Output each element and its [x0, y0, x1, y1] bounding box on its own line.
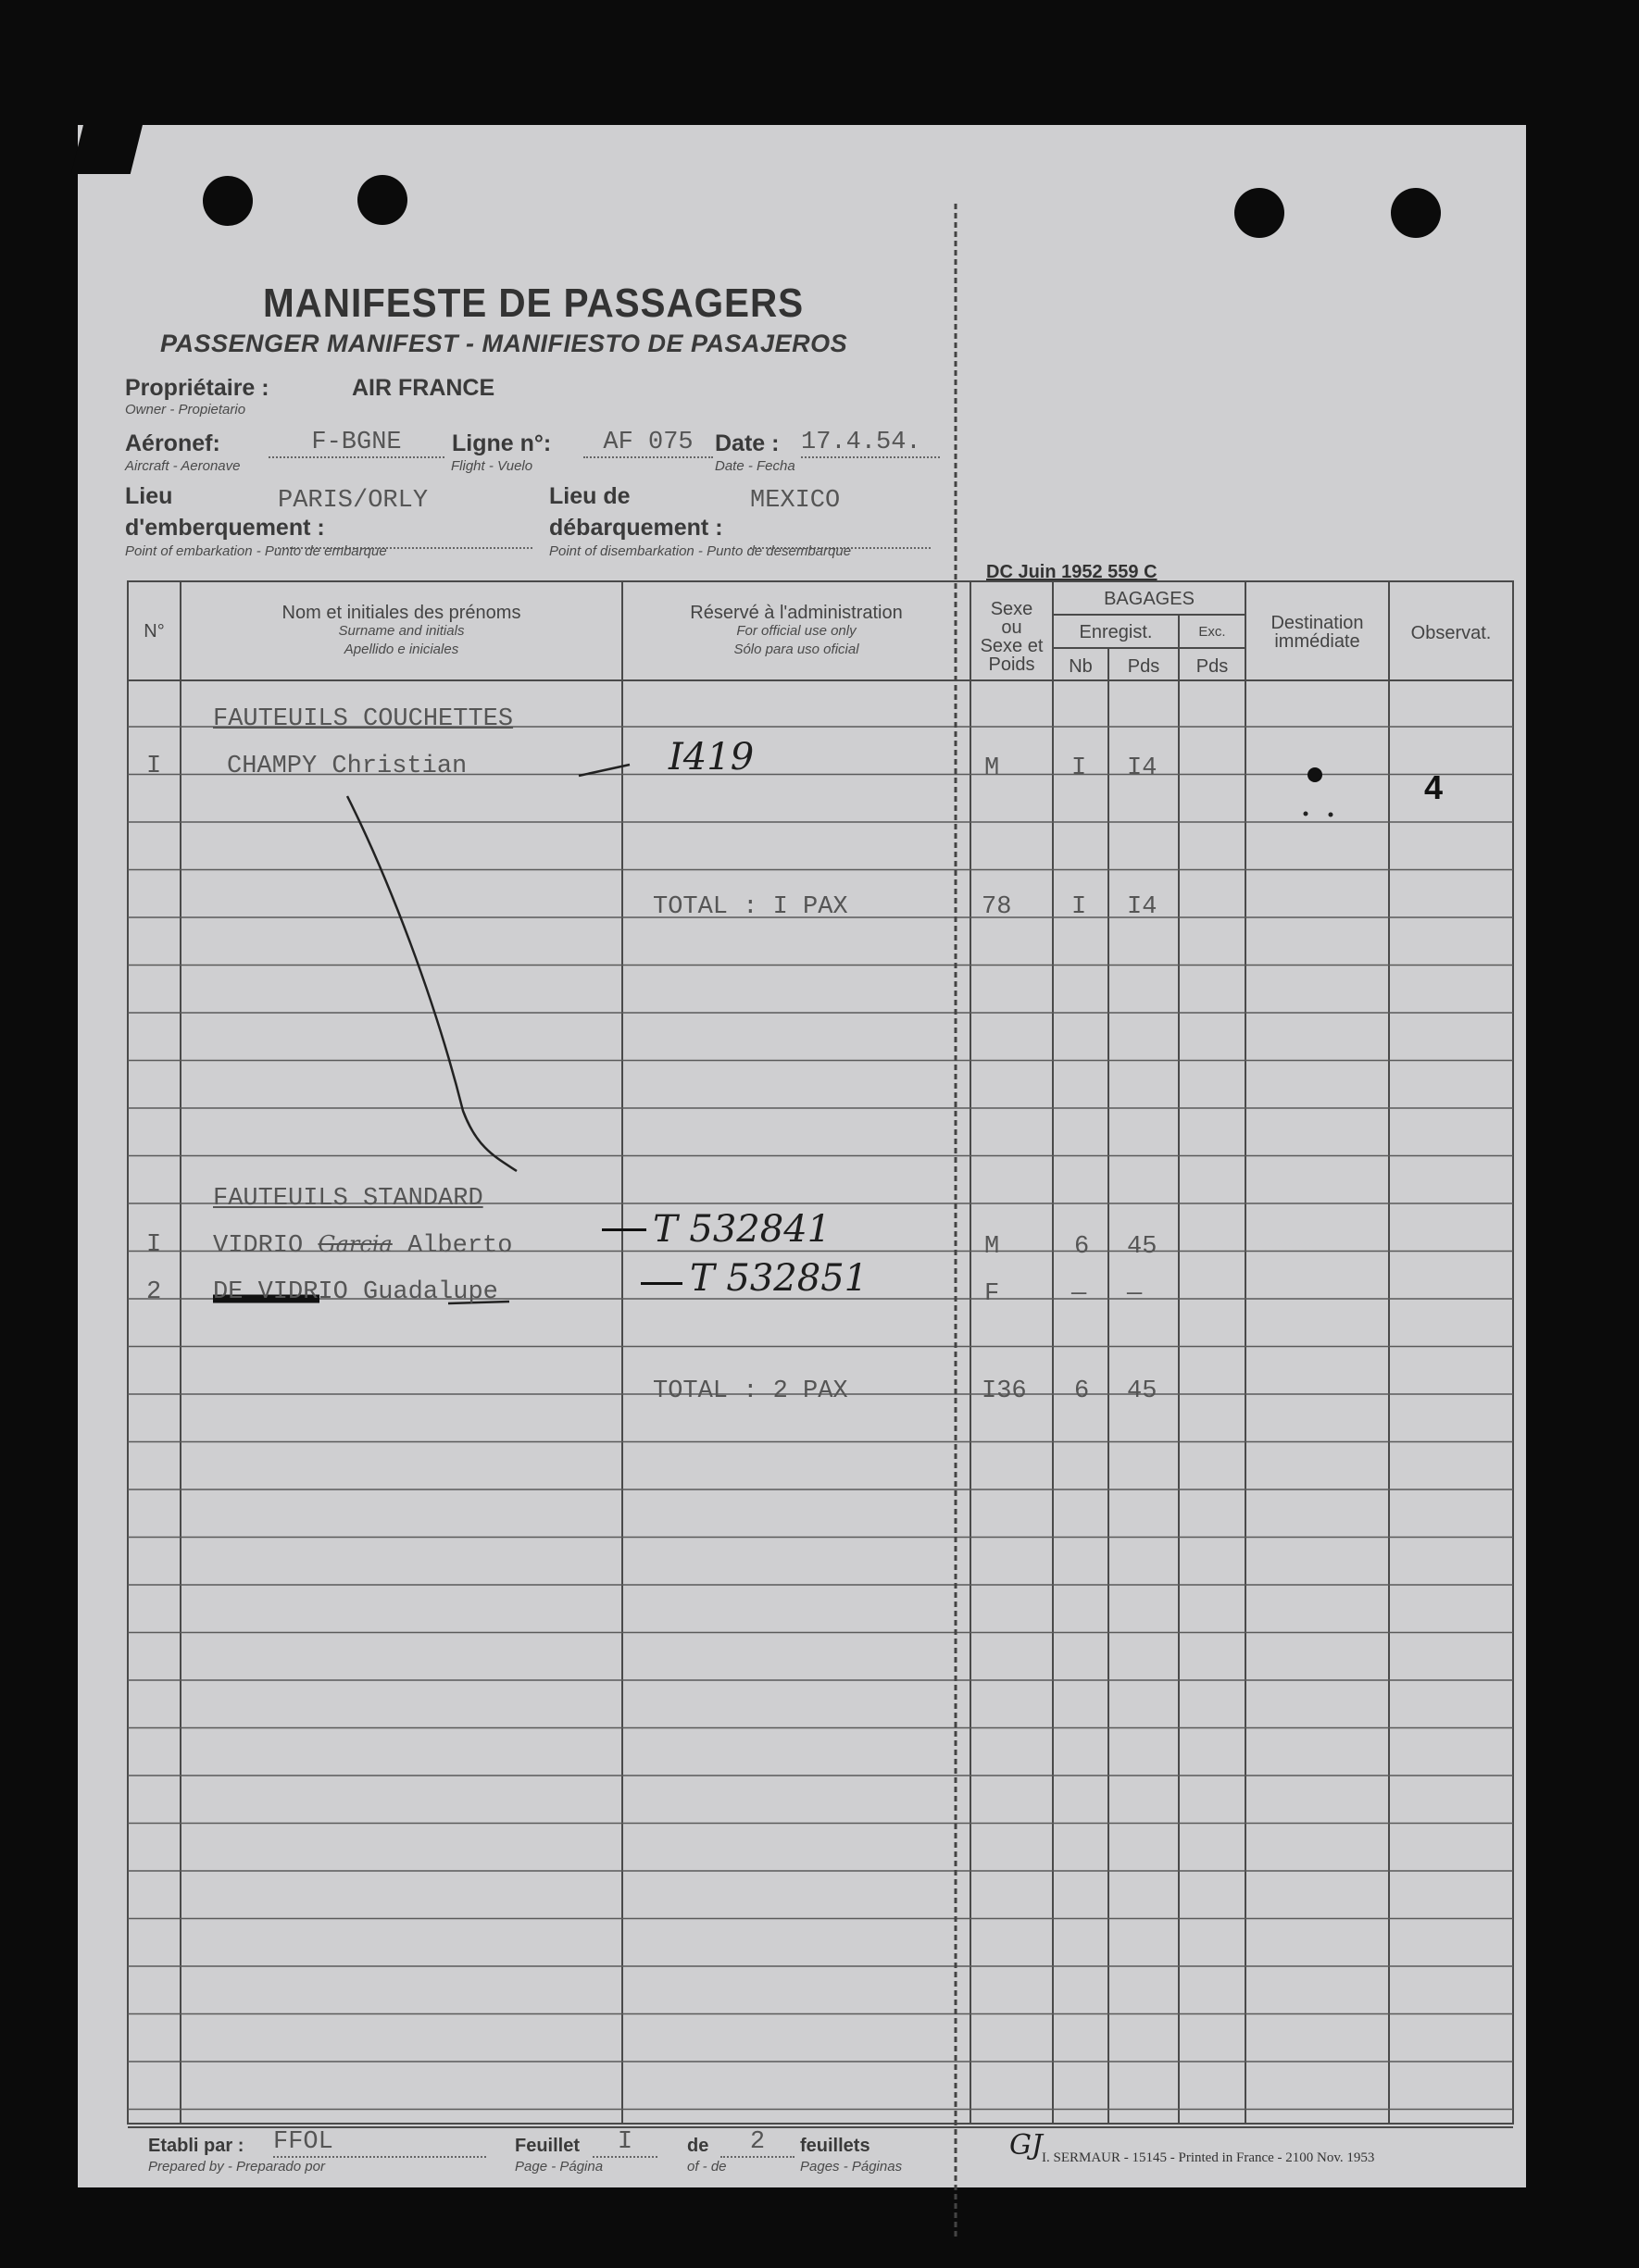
prepared-sub: Prepared by - Preparado por	[148, 2159, 325, 2175]
aircraft-value: F-BGNE	[269, 429, 444, 458]
sheets-sub: Pages - Páginas	[800, 2159, 903, 2175]
date-label: Date :	[715, 430, 780, 456]
row1-nb: I	[1071, 754, 1087, 782]
clerk-initials: GJ	[1009, 2129, 1043, 2162]
line-value: AF 075	[583, 429, 713, 458]
owner-label: Propriétaire :	[125, 375, 269, 401]
col-observ: Observat.	[1410, 623, 1492, 643]
sheets-label: feuillets	[800, 2136, 870, 2156]
section-couchettes: FAUTEUILS COUCHETTES	[213, 705, 514, 733]
disembark-sub: Point of disembarkation - Punto de desembarque	[549, 543, 852, 559]
disembark-label-2: débarquement :	[549, 515, 723, 541]
total1-nb: I	[1071, 893, 1087, 921]
embark-label-1: Lieu	[125, 483, 173, 509]
col-nb: Nb	[1069, 656, 1093, 677]
row3-no: 2	[146, 1278, 162, 1306]
col-bagages: BAGAGES	[1104, 589, 1195, 609]
of-value: 2	[720, 2128, 794, 2158]
col-destination: Destination immédiate	[1270, 613, 1364, 652]
row3-dash	[641, 1282, 682, 1285]
col-enregist: Enregist.	[1079, 622, 1153, 642]
section-standard: FAUTEUILS STANDARD	[213, 1185, 483, 1213]
row1-sexe: M	[984, 754, 1000, 782]
form-reference: DC Juin 1952 559 C	[986, 562, 1157, 582]
row2-pds: 45	[1127, 1233, 1157, 1261]
page-title: MANIFESTE DE PASSAGERS	[263, 280, 805, 326]
total1-sexe: 78	[982, 893, 1012, 921]
line-sub: Flight - Vuelo	[451, 458, 533, 474]
prepared-label: Etabli par :	[148, 2136, 244, 2156]
total2-label: TOTAL : 2 PAX	[653, 1377, 848, 1405]
owner-value: AIR FRANCE	[352, 375, 495, 401]
total2-sexe: I36	[982, 1377, 1027, 1405]
total2-pds: 45	[1127, 1377, 1157, 1405]
col-exc-pds: Pds	[1195, 656, 1229, 677]
sheet-label: Feuillet	[515, 2136, 581, 2156]
row3-admin: T 532851	[690, 1257, 869, 1300]
col-name: Nom et initiales des prénoms Surname and initials Apellido e iniciales	[282, 603, 521, 657]
row2-nb: 6	[1074, 1233, 1090, 1261]
row2-name: VIDRIO Garcia Alberto	[213, 1231, 513, 1260]
row1-name: CHAMPY Christian	[227, 753, 468, 780]
row1-admin: I419	[669, 736, 755, 779]
line-label: Ligne n°:	[452, 430, 552, 456]
aircraft-label: Aéronef:	[125, 430, 220, 456]
aircraft-sub: Aircraft - Aeronave	[125, 458, 241, 474]
row2-admin: T 532841	[653, 1208, 832, 1251]
of-label: de	[687, 2136, 709, 2156]
embark-label-2: d'emberquement :	[125, 515, 325, 541]
row1-no: I	[146, 753, 162, 780]
date-value: 17.4.54.	[801, 429, 940, 458]
row2-sexe: M	[984, 1233, 1000, 1261]
col-exc: Exc.	[1198, 624, 1226, 640]
row2-dash	[602, 1228, 646, 1231]
row2-no: I	[146, 1231, 162, 1259]
printer-credit: I. SERMAUR - 15145 - Printed in France - 2100 Nov. 1953	[1042, 2150, 1375, 2165]
col-admin: Réservé à l'administration For official use only Sólo para uso oficial	[690, 603, 903, 657]
row1-pds: I4	[1127, 754, 1157, 782]
total2-nb: 6	[1074, 1377, 1090, 1405]
row1-observ: 4	[1424, 768, 1444, 806]
col-no: N°	[144, 621, 165, 642]
total1-label: TOTAL : I PAX	[653, 893, 848, 921]
prepared-value: FFOL	[273, 2128, 486, 2158]
of-sub: of - de	[687, 2159, 727, 2175]
row3-pds: —	[1127, 1280, 1143, 1308]
sheet-sub: Page - Página	[515, 2159, 604, 2175]
disembark-label-1: Lieu de	[549, 483, 631, 509]
col-sexe: Sexe ou Sexe et Poids	[980, 599, 1044, 675]
col-pds: Pds	[1127, 656, 1160, 677]
page-subtitle: PASSENGER MANIFEST - MANIFIESTO DE PASAJEROS	[160, 330, 848, 357]
row3-nb: —	[1071, 1280, 1087, 1308]
row3-name: DE VIDRIO Guadalupe	[213, 1278, 498, 1306]
row3-sexe: F	[984, 1280, 1000, 1308]
total1-pds: I4	[1127, 893, 1157, 921]
sheet-value: I	[593, 2128, 657, 2158]
embark-sub: Point of embarkation - Punto de embarque	[125, 543, 387, 559]
owner-sub: Owner - Propietario	[125, 402, 246, 417]
embark-value: PARIS/ORLY	[278, 487, 532, 549]
disembark-value: MEXICO	[750, 487, 931, 549]
date-sub: Date - Fecha	[715, 458, 795, 474]
